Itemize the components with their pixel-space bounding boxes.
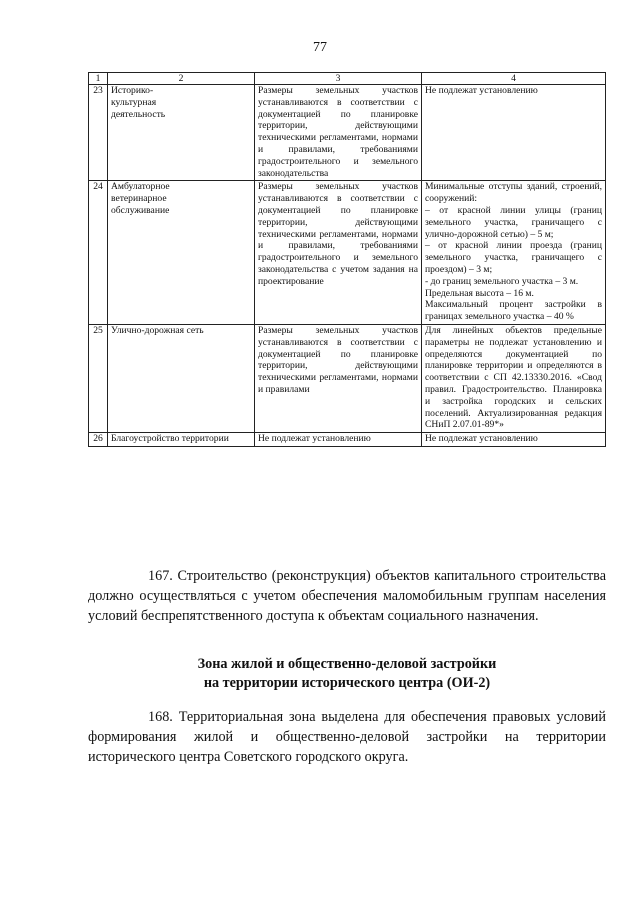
build-parameters (422, 324, 606, 432)
header-cell-2: 2 (108, 73, 255, 85)
paragraph-167-text: 167. Строительство (реконструкция) объектов капитального строительства должно осуществляться с учетом обеспечения маломобильным группам населения условий беспрепятственного доступа к объектам социального назначения. (88, 568, 606, 624)
parameter-line: – от красной линии проезда (границ земельного участка, граничащего с проездом) – 3 м; (425, 240, 602, 275)
use-type-name-line: обслуживание (111, 204, 170, 216)
parameter-line: Для линейных объектов предельные параметры не подлежат установлению и определяются документацией по планировке территории и определяются в соответствии с СП 42.13330.2016. «Свод правил. Градостроительство. Планировка и застройка городских и сельских поселений. Актуализированная редакция СНиП 2.07.01-89*» (425, 324, 602, 431)
plot-size-rule: Размеры земельных участков устанавливаются в соответствии с документацией по планировке территории, действующими техническими регламентами, нормами и правилами, требованиями градостроительного и земельного законодательства с учетом задания на проектирование (255, 181, 422, 325)
use-type-name (108, 324, 255, 432)
build-parameters (422, 433, 606, 447)
page-number: 77 (313, 40, 327, 55)
table-row (89, 181, 606, 325)
zone-heading-line-1: Зона жилой и общественно-деловой застройки (197, 656, 497, 672)
row-number: 26 (89, 433, 108, 447)
zone-heading (88, 655, 606, 693)
use-type-name (108, 433, 255, 447)
regulations-table (88, 72, 606, 447)
paragraph-167 (88, 566, 606, 626)
parameter-line: – от красной линии улицы (границ земельного участка, граничащего с улично-дорожной сетью) – 5 м; (425, 204, 602, 240)
use-type-name-line: ветеринарное (111, 193, 167, 205)
paragraph-168-text: 168. Территориальная зона выделена для обеспечения правовых условий формирования жилой и общественно-деловой застройки на территории исторического центра Советского городского округа. (88, 709, 606, 765)
table-header-row (89, 73, 606, 85)
header-cell-4: 4 (422, 73, 606, 85)
parameter-line: Максимальный процент застройки в границах земельного участка – 40 % (425, 299, 602, 323)
table-row (89, 433, 606, 447)
use-type-name-line: культурная (111, 96, 157, 108)
plot-size-rule: Размеры земельных участков устанавливаются в соответствии с документацией по планировке территории, действующими техническими регламентами, нормами и правилами (255, 324, 422, 432)
plot-size-rule: Размеры земельных участков устанавливаются в соответствии с документацией по планировке территории, действующими техническими регламентами, нормами и правилами, требованиями градостроительного и земельного законодательства (255, 85, 422, 181)
plot-size-rule: Не подлежат установлению (255, 433, 422, 447)
parameter-line: - до границ земельного участка – 3 м. (425, 275, 579, 287)
parameter-line: Минимальные отступы зданий, строений, сооружений: (425, 181, 602, 205)
use-type-name-line: Историко- (111, 85, 154, 96)
header-cell-3: 3 (255, 73, 422, 85)
table-row (89, 324, 606, 432)
paragraph-168 (88, 707, 606, 767)
use-type-name (108, 181, 255, 325)
use-type-name-line: Амбулаторное (111, 181, 170, 193)
parameter-line: Не подлежат установлению (425, 433, 538, 445)
row-number: 25 (89, 324, 108, 432)
use-type-name-line: деятельность (111, 108, 166, 120)
build-parameters (422, 85, 606, 181)
use-type-name-line: Улично-дорожная сеть (111, 324, 204, 336)
parameter-line: Предельная высота – 16 м. (425, 287, 534, 299)
row-number: 23 (89, 85, 108, 181)
table-row (89, 85, 606, 181)
header-cell-1: 1 (89, 73, 108, 85)
zone-heading-line-2: на территории исторического центра (ОИ-2) (203, 675, 491, 691)
use-type-name-line: Благоустройство территории (111, 433, 229, 445)
parameter-line: Не подлежат установлению (425, 85, 538, 96)
use-type-name (108, 85, 255, 181)
row-number: 24 (89, 181, 108, 325)
build-parameters (422, 181, 606, 325)
